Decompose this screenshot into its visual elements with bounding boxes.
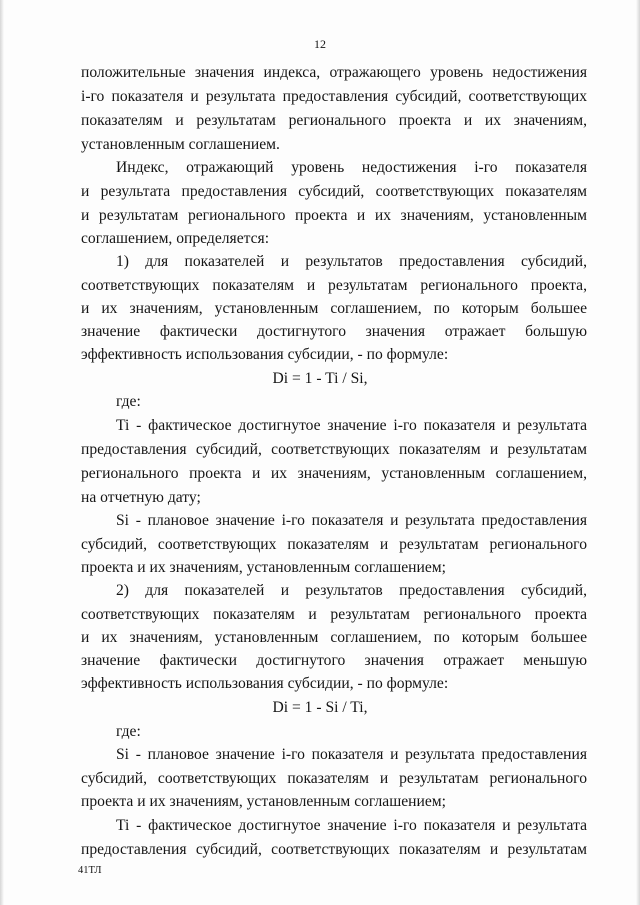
formula-1: Di = 1 - Ti / Si, [272, 370, 368, 387]
text-line: эффективность использования субсидии, - по формуле: [81, 346, 449, 363]
text-line: субсидий, соответствующих показателям и результатам регионального [81, 770, 587, 787]
text-line: субсидий, соответствующих показателям и результатам регионального [81, 536, 587, 553]
text-line: и результата предоставления субсидий, соответствующих показателям [81, 183, 587, 200]
text-line: соответствующих показателям и результатам регионального проекта, [81, 277, 587, 294]
text-line: 1) для показателей и результатов предоставления субсидий, [116, 253, 587, 270]
text-line: где: [116, 393, 141, 410]
text-line: проекта и их значениям, установленным соглашением; [81, 559, 446, 576]
text-line: Индекс, отражающий уровень недостижения i-го показателя [116, 159, 587, 176]
text-line: Si - плановое значение i-го показателя и результата предоставления [116, 746, 587, 763]
scan-edge-left [0, 0, 4, 905]
text-line: соответствующих показателям и результатам регионального проекта [81, 606, 587, 623]
text-line: Ti - фактическое достигнутое значение i-го показателя и результата [116, 417, 587, 434]
text-line: проекта и их значениям, установленным соглашением; [81, 793, 446, 810]
page-number: 12 [314, 37, 326, 51]
document-code: 41ТЛ [78, 865, 102, 876]
text-line: и результатам регионального проекта и их значениям, установленным [81, 207, 587, 224]
scan-edge-right [636, 0, 640, 905]
text-line: регионального проекта и их значениям, установленным соглашением, [81, 465, 587, 482]
text-line: Si - плановое значение i-го показателя и результата предоставления [116, 512, 587, 529]
text-line: предоставления субсидий, соответствующих показателям и результатам [81, 441, 587, 458]
text-line: установленным соглашением. [81, 136, 280, 153]
text-line: значение фактически достигнутого значения отражает большую [81, 323, 587, 340]
text-line: значение фактически достигнутого значения отражает меньшую [81, 652, 587, 669]
formula-2: Di = 1 - Si / Ti, [272, 699, 368, 716]
text-line: 2) для показателей и результатов предоставления субсидий, [116, 582, 587, 599]
text-line: Ti - фактическое достигнутое значение i-го показателя и результата [116, 817, 587, 834]
text-line: соглашением, определяется: [81, 230, 270, 247]
text-line: эффективность использования субсидии, - по формуле: [81, 675, 449, 692]
text-line: и их значениям, установленным соглашением, по которым большее [81, 629, 587, 646]
text-line: i-го показателя и результата предоставления субсидий, соответствующих [81, 88, 587, 105]
text-line: где: [116, 723, 141, 740]
text-line: показателям и результатам регионального проекта и их значениям, [81, 112, 587, 129]
text-line: на отчетную дату; [81, 489, 201, 506]
text-line: положительные значения индекса, отражающего уровень недостижения [81, 64, 587, 81]
text-line: и их значениям, установленным соглашением, по которым большее [81, 300, 587, 317]
text-line: предоставления субсидий, соответствующих показателям и результатам [81, 841, 587, 858]
